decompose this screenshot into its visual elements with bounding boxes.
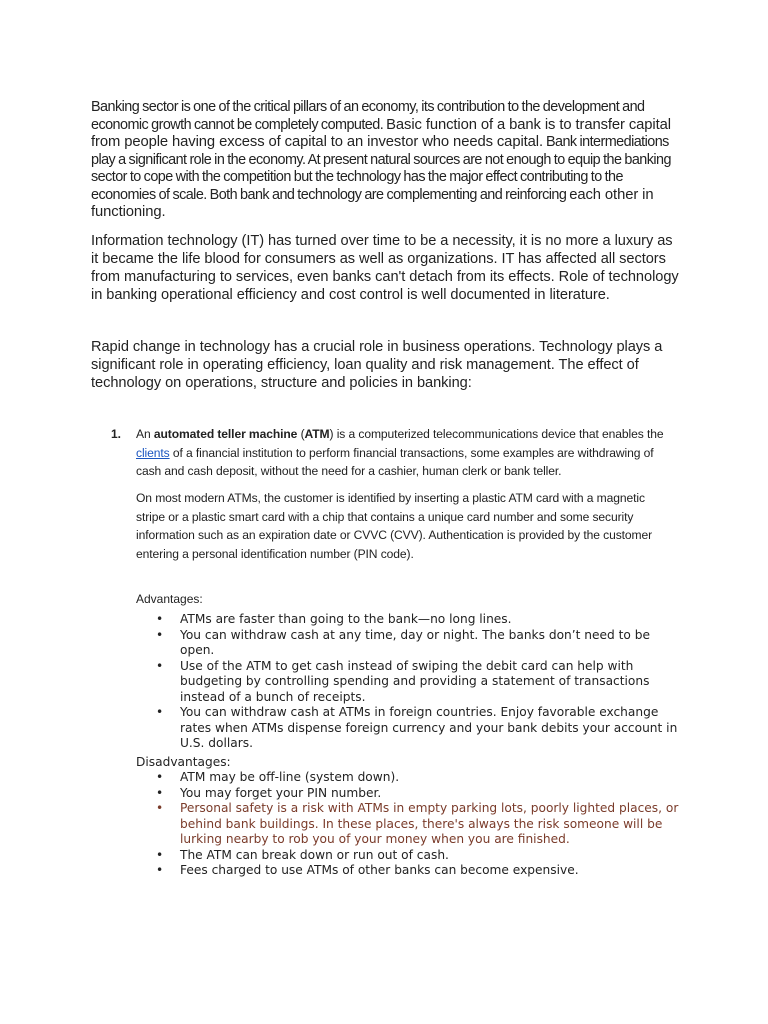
advantage-text: Use of the ATM to get cash instead of swiping the debit card can help with budgeting by controlling spending and providing a statement of transactions instead of a bunch of receipts.: [180, 658, 650, 704]
advantage-text: You can withdraw cash at ATMs in foreign countries. Enjoy favorable exchange rates when ATMs dispense foreign currency and your bank debits your account in U.S. dollars.: [180, 705, 678, 750]
atm-text-an: An: [136, 427, 151, 441]
bullet-icon: •: [156, 785, 164, 800]
bullet-icon: •: [156, 770, 164, 784]
intro-text-d: each other in functioning.: [91, 186, 654, 220]
bullet-icon: •: [156, 627, 164, 642]
disadvantages-heading: Disadvantages:: [136, 755, 231, 769]
list-item: [136, 848, 681, 864]
list-item: [136, 628, 681, 659]
atm-text-rest2: of a financial institution to perform financial transactions, some examples are withdrawing of cash and cash deposit, without the need for a cashier, human clerk or bank teller.: [136, 445, 654, 479]
intro-paragraph-1: [91, 99, 683, 222]
advantage-text: You can withdraw cash at any time, day or night. The banks don’t need to be open.: [180, 627, 650, 657]
bullet-icon: •: [156, 705, 164, 719]
disadvantages-list: [136, 770, 681, 879]
list-number: 1.: [111, 427, 122, 441]
bullet-icon: •: [156, 658, 164, 673]
intro-text-b: Basic function of a bank is to transfer capital from people having excess of capital to an investor who needs capital.: [91, 116, 671, 150]
list-item: [136, 770, 681, 786]
intro-paragraph-2: Information technology (IT) has turned over time to be a necessity, it is no more a luxury as it became the life blood for consumers as well as organizations. IT has affected all sectors from manufacturing to services, even banks can't detach from its effects. Role of technology in banking operational efficiency and cost control is well documented in literature.: [91, 233, 679, 303]
atm-definition: [136, 425, 676, 481]
atm-abbr-bold: ATM: [304, 427, 330, 441]
bullet-icon: •: [156, 612, 164, 626]
advantage-text: ATMs are faster than going to the bank—no long lines.: [180, 612, 512, 626]
disadvantage-text: ATM may be off-line (system down).: [180, 770, 400, 784]
atm-text-rest1: ) is a computerized telecommunications device that enables the: [329, 427, 664, 441]
list-item: [136, 801, 681, 848]
intro-paragraph-3: Rapid change in technology has a crucial role in business operations. Technology plays a significant role in operating efficiency, loan quality and risk management. The effect of technology on operations, structure and policies in banking:: [91, 339, 663, 391]
advantages-heading: Advantages:: [136, 592, 203, 606]
list-item: [136, 786, 681, 802]
advantages-list: [136, 612, 681, 752]
list-item: [136, 863, 681, 879]
atm-open-paren: (: [300, 427, 305, 441]
list-item: [136, 612, 681, 628]
disadvantage-text: The ATM can break down or run out of cash.: [180, 847, 449, 862]
disadvantage-text: You may forget your PIN number.: [180, 785, 382, 800]
bullet-icon: •: [156, 801, 164, 815]
list-item: [136, 705, 681, 752]
disadvantage-text: Fees charged to use ATMs of other banks can become expensive.: [180, 863, 579, 877]
bullet-icon: •: [156, 863, 164, 877]
disadvantage-text: Personal safety is a risk with ATMs in empty parking lots, poorly lighted places, or behind bank buildings. In these places, there's always the risk someone will be lurking nearby to rob you of your money when you are finished.: [180, 801, 679, 846]
atm-identification-paragraph: On most modern ATMs, the customer is identified by inserting a plastic ATM card with a magnetic stripe or a plastic smart card with a chip that contains a unique card number and some security information such as an expiration date or CVVC (CVV). Authentication is provided by the customer entering a personal identification number (PIN code).: [136, 491, 653, 561]
clients-link[interactable]: clients: [136, 445, 170, 460]
atm-term-bold: automated teller machine: [153, 427, 298, 441]
list-item: [136, 659, 681, 706]
intro-text-c: Bank intermediations play a significant role in the economy. At present natural sources are not enough to equip the banking sector to cope with the competition but the technology has the major effect contributing to the economies of scale. Both bank and technology are complementing and reinforcing: [91, 134, 671, 203]
intro-text-a: Banking sector is one of the critical pillars of an economy, its contribution to the development and economic growth cannot be completely computed.: [91, 99, 645, 133]
bullet-icon: •: [156, 847, 164, 862]
